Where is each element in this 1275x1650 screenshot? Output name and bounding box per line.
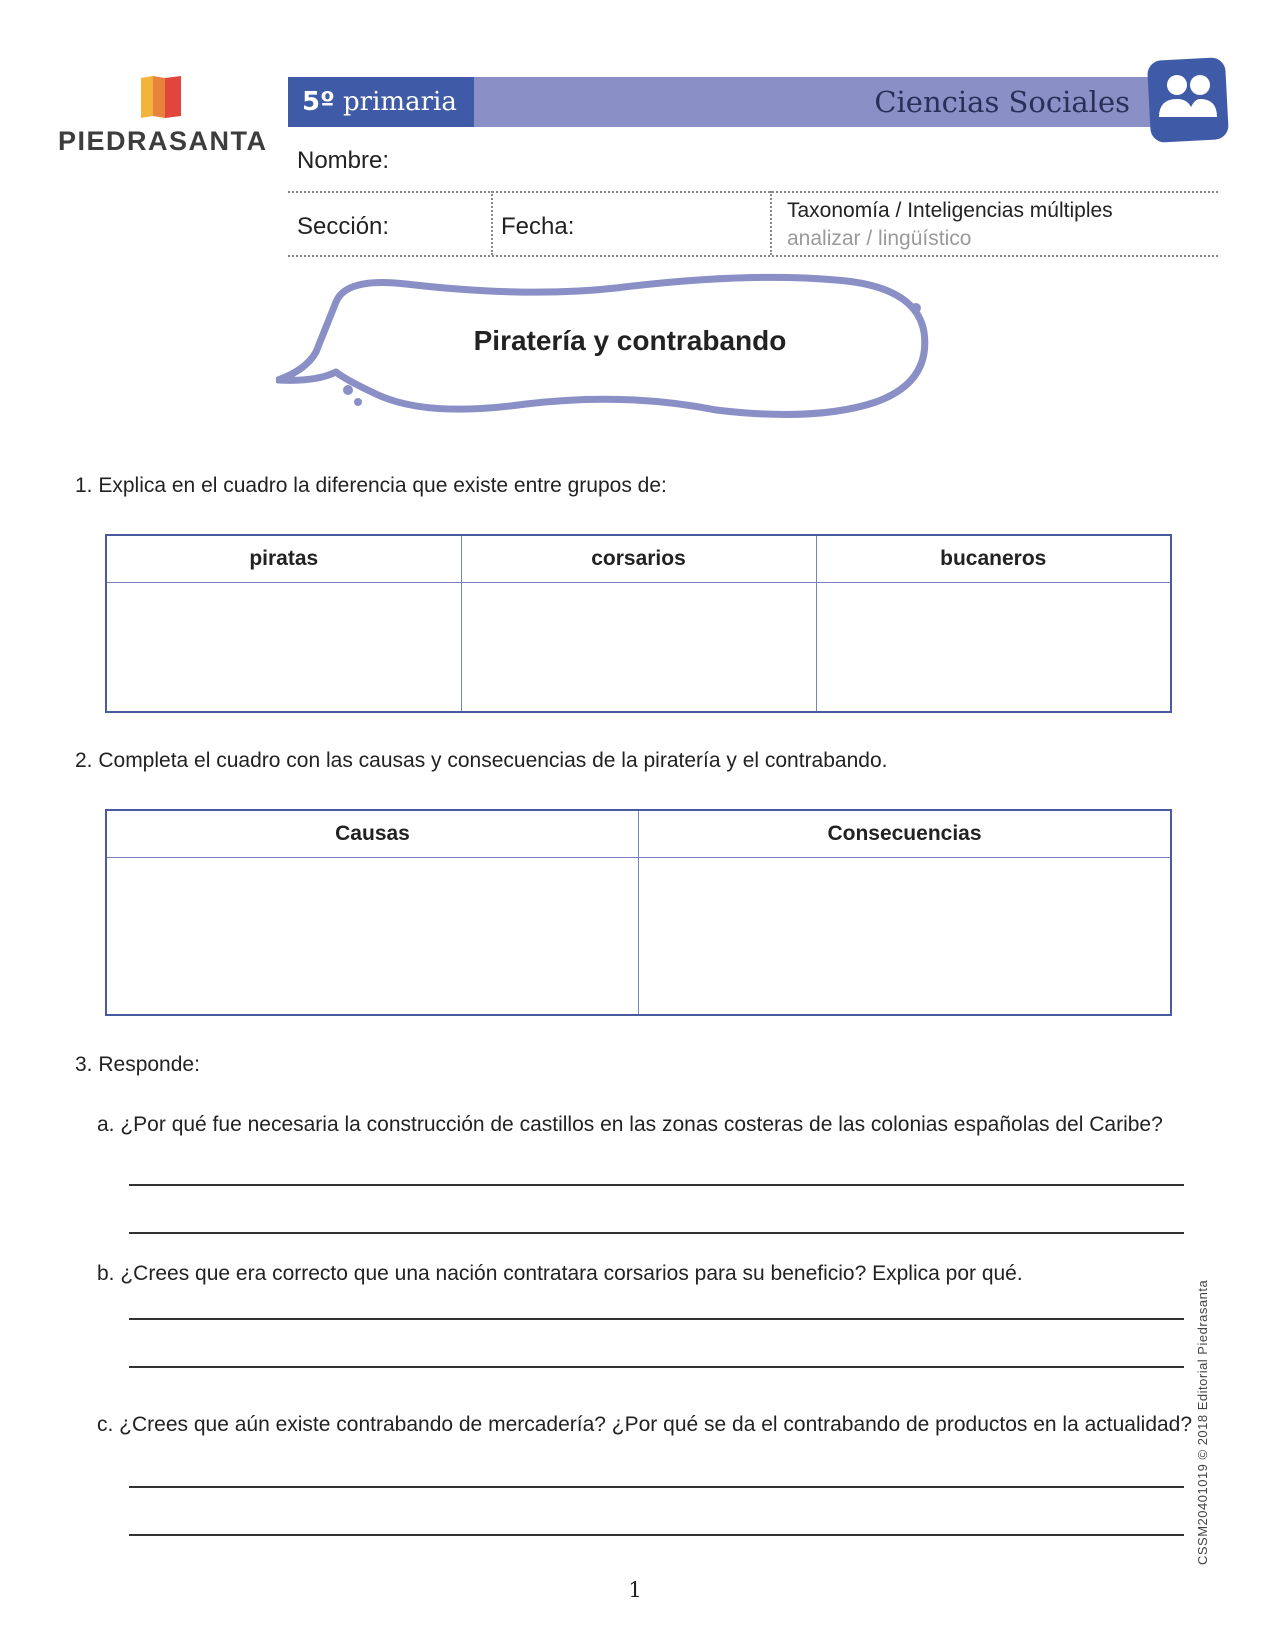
- column-header-corsarios: corsarios: [461, 535, 816, 583]
- grade-label: primaria: [343, 87, 457, 117]
- grade-number: 5º: [302, 87, 335, 117]
- column-header-causas: Causas: [106, 810, 639, 858]
- column-header-bucaneros: bucaneros: [816, 535, 1171, 583]
- answer-cell[interactable]: [461, 583, 816, 713]
- divider: [288, 255, 1218, 257]
- question-2-prompt: 2. Completa el cuadro con las causas y consecuencias de la piratería y el contrabando.: [75, 749, 888, 772]
- grade-badge: [288, 77, 474, 127]
- brand-logo-text: PIEDRASANTA: [58, 126, 268, 156]
- divider: [491, 191, 493, 255]
- answer-cell[interactable]: [639, 858, 1172, 1016]
- answer-line[interactable]: [129, 1232, 1184, 1234]
- question-1-prompt: 1. Explica en el cuadro la diferencia que existe entre grupos de:: [75, 474, 667, 497]
- worksheet-title: Piratería y contrabando: [473, 325, 787, 356]
- people-group-icon: [1147, 57, 1229, 145]
- answer-cell[interactable]: [816, 583, 1171, 713]
- divider: [288, 191, 1218, 193]
- question-3-prompt: 3. Responde:: [75, 1053, 200, 1076]
- question-3b-prompt: b. ¿Crees que era correcto que una nación contratara corsarios para su beneficio? Explica por qué.: [97, 1262, 1023, 1285]
- date-label: Fecha:: [501, 213, 575, 240]
- question-2-table: [105, 809, 1172, 1016]
- answer-line[interactable]: [129, 1318, 1184, 1320]
- taxonomy-label: Taxonomía / Inteligencias múltiples: [787, 199, 1113, 222]
- question-3a-prompt: a. ¿Por qué fue necesaria la construcción de castillos en las zonas costeras de las colonias españolas del Caribe?: [97, 1113, 1163, 1136]
- question-3c-prompt: c. ¿Crees que aún existe contrabando de mercadería? ¿Por qué se da el contrabando de productos en la actualidad?: [97, 1413, 1193, 1436]
- answer-cell[interactable]: [106, 583, 461, 713]
- copyright-code: CSSM20401019 © 2018 Editorial Piedrasanta: [1195, 1279, 1210, 1565]
- subject-title: Ciencias Sociales: [874, 85, 1130, 119]
- page-number: 1: [628, 1578, 642, 1602]
- answer-line[interactable]: [129, 1366, 1184, 1368]
- book-logo-icon: [135, 72, 187, 124]
- answer-line[interactable]: [129, 1184, 1184, 1186]
- question-1-table: [105, 534, 1172, 713]
- column-header-piratas: piratas: [106, 535, 461, 583]
- name-label: Nombre:: [297, 147, 390, 174]
- taxonomy-value: analizar / lingüístico: [787, 227, 972, 250]
- section-label: Sección:: [297, 213, 390, 240]
- answer-cell[interactable]: [106, 858, 639, 1016]
- answer-line[interactable]: [129, 1534, 1184, 1536]
- column-header-consecuencias: Consecuencias: [639, 810, 1172, 858]
- divider: [770, 191, 772, 255]
- answer-line[interactable]: [129, 1486, 1184, 1488]
